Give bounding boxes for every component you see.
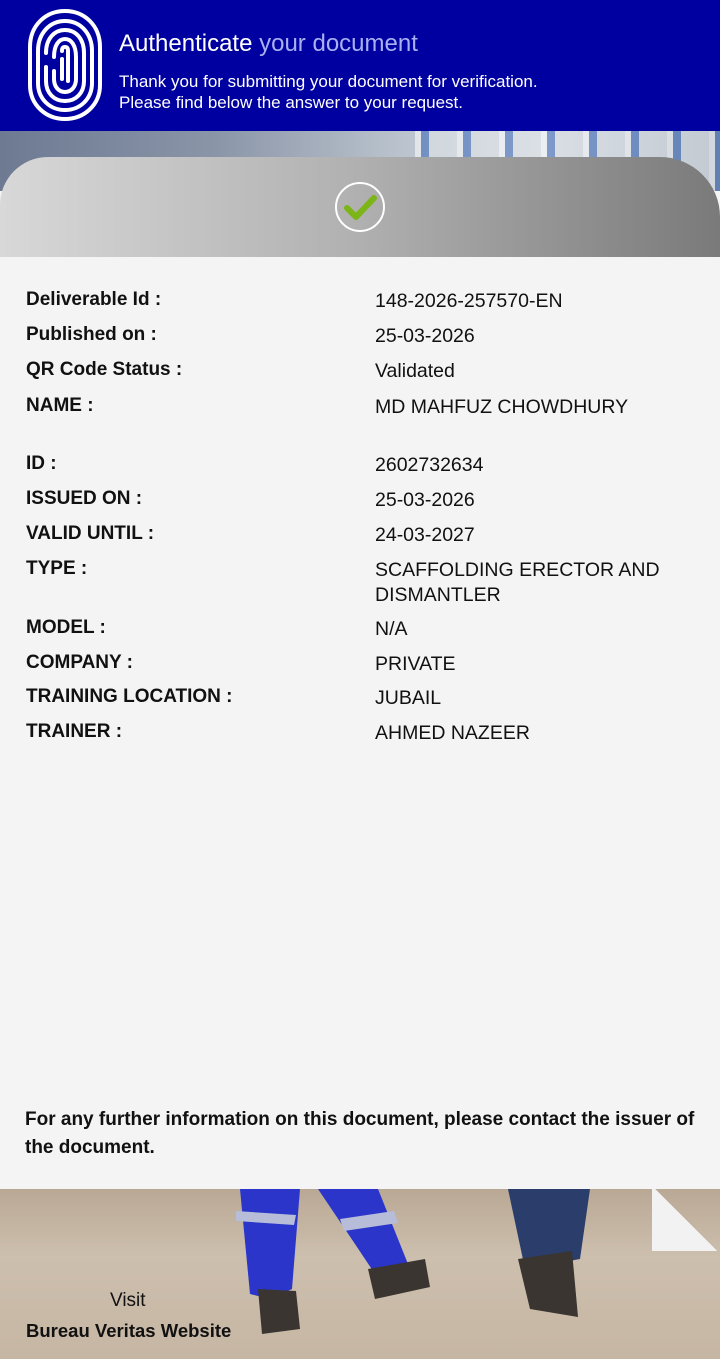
detail-value: 2602732634 bbox=[375, 454, 484, 476]
bureau-veritas-website-link[interactable]: Bureau Veritas Website bbox=[26, 1320, 232, 1341]
detail-value: MD MAHFUZ CHOWDHURY bbox=[375, 396, 629, 418]
detail-value: SCAFFOLDING ERECTOR AND DISMANTLER bbox=[375, 559, 660, 606]
detail-label: NAME : bbox=[26, 395, 94, 416]
detail-value: JUBAIL bbox=[375, 687, 442, 709]
detail-label: COMPANY : bbox=[26, 652, 133, 673]
detail-label: TRAINER : bbox=[26, 721, 123, 742]
detail-value: N/A bbox=[375, 618, 408, 640]
detail-value: 25-03-2026 bbox=[375, 489, 475, 511]
detail-value: 148-2026-257570-EN bbox=[375, 290, 563, 312]
subtitle-line-2: Please find below the answer to your request. bbox=[119, 93, 463, 112]
detail-value: PRIVATE bbox=[375, 653, 456, 675]
title-light: your document bbox=[259, 30, 418, 57]
detail-label: ID : bbox=[26, 453, 57, 474]
visit-label: Visit bbox=[110, 1290, 146, 1311]
detail-label: VALID UNTIL : bbox=[26, 523, 155, 544]
detail-label: Published on : bbox=[26, 324, 157, 345]
title-strong: Authenticate bbox=[119, 30, 253, 57]
detail-label: ISSUED ON : bbox=[26, 488, 143, 509]
header-bar bbox=[0, 0, 720, 131]
detail-label: TYPE : bbox=[26, 558, 88, 579]
page-title bbox=[119, 30, 418, 58]
header-subtitle bbox=[119, 71, 538, 113]
detail-label: TRAINING LOCATION : bbox=[26, 686, 233, 707]
contact-note: For any further information on this document, please contact the issuer of the document. bbox=[25, 1109, 695, 1158]
fingerprint-icon bbox=[22, 7, 108, 123]
subtitle-line-1: Thank you for submitting your document for verification. bbox=[119, 72, 538, 91]
detail-value: AHMED NAZEER bbox=[375, 722, 530, 744]
detail-value: Validated bbox=[375, 360, 455, 382]
detail-label: MODEL : bbox=[26, 617, 106, 638]
checkmark-icon bbox=[334, 181, 386, 233]
detail-label: QR Code Status : bbox=[26, 359, 183, 380]
detail-label: Deliverable Id : bbox=[26, 289, 162, 310]
detail-value: 25-03-2026 bbox=[375, 325, 475, 347]
page-fold-corner bbox=[652, 1189, 720, 1251]
detail-value: 24-03-2027 bbox=[375, 524, 475, 546]
